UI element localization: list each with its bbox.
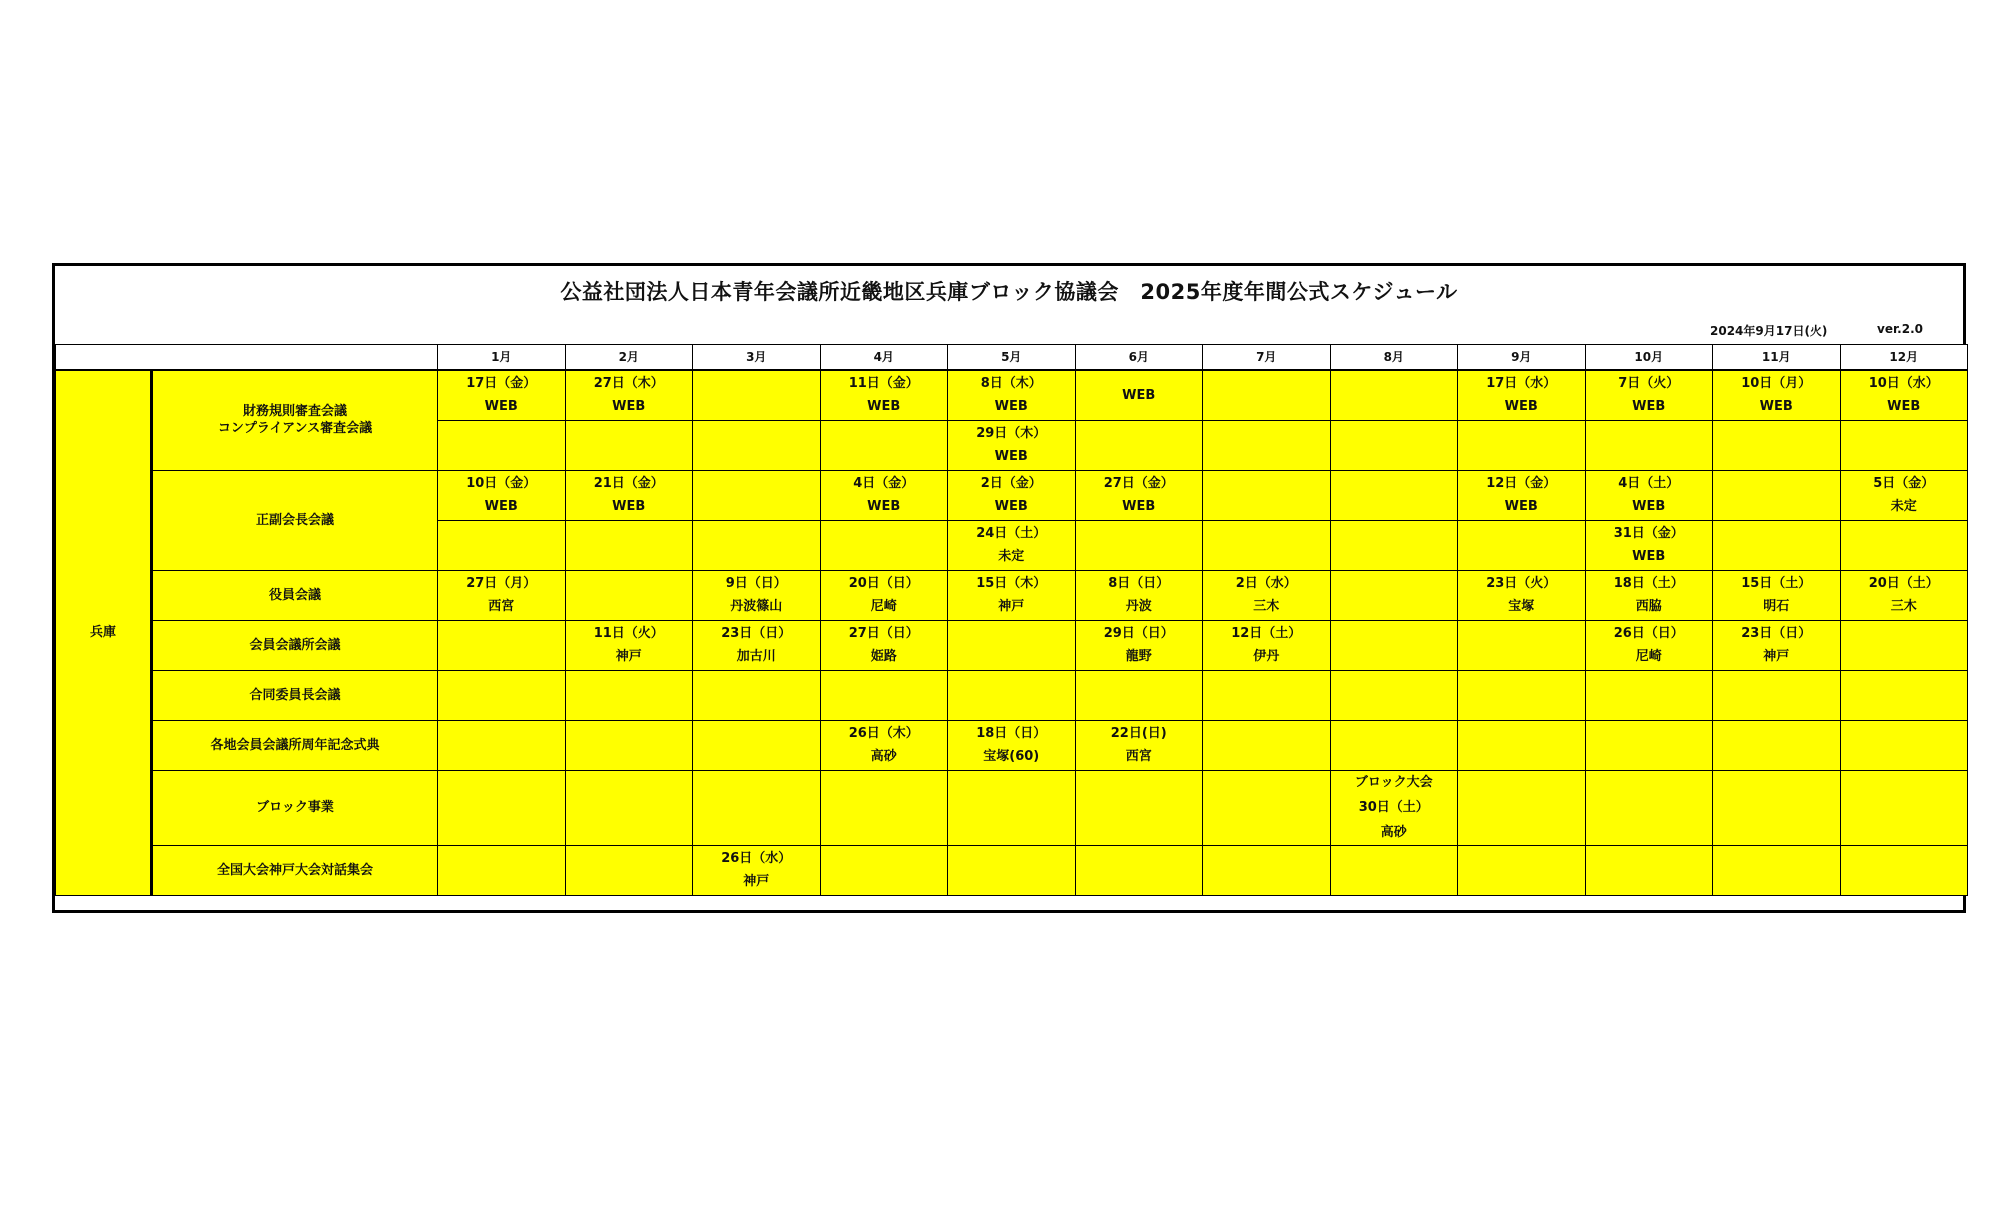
schedule-cell-1月 (438, 770, 566, 845)
cell-text: WEB (1122, 499, 1156, 514)
cell-text: 18日（日） (976, 726, 1047, 741)
schedule-cell-9月 (1458, 420, 1586, 470)
cell-text: 24日（土） (976, 526, 1047, 541)
schedule-cell-4月 (820, 370, 948, 420)
row-label-text: コンプライアンス審査会議 (217, 421, 373, 437)
cell-text: 丹波篠山 (730, 599, 783, 614)
schedule-cell-3月 (693, 570, 821, 620)
cell-text: 4日（土） (1618, 476, 1680, 491)
cell-text: WEB (484, 499, 518, 514)
row-label-text: 全国大会神戸大会対話集会 (216, 862, 373, 878)
row-label (152, 770, 438, 845)
cell-text: 高砂 (1380, 825, 1407, 840)
cell-text: 西宮 (1125, 749, 1152, 764)
cell-text: WEB (1504, 399, 1538, 415)
cell-text: 29日（木） (976, 426, 1047, 441)
cell-text: 神戸 (615, 649, 642, 664)
month-header-4: 4月 (820, 345, 948, 371)
cell-text: 21日（金） (593, 476, 664, 491)
row-label-text: 各地会員会議所周年記念式典 (210, 737, 380, 753)
schedule-cell-7月 (1203, 670, 1331, 720)
table-row (56, 370, 1968, 420)
schedule-cell-1月 (438, 570, 566, 620)
cell-text: 26日（木） (848, 726, 919, 741)
schedule-cell-2月 (565, 670, 693, 720)
cell-text: 尼崎 (1635, 649, 1662, 664)
schedule-cell-3月 (693, 670, 821, 720)
row-label-text: 財務規則審査会議 (242, 404, 347, 420)
schedule-cell-11月 (1713, 845, 1841, 895)
cell-text: WEB (484, 399, 518, 415)
cell-text: WEB (867, 499, 901, 514)
row-label-text: 正副会長会議 (255, 512, 334, 528)
schedule-cell-1月 (438, 470, 566, 520)
schedule-cell-10月 (1585, 720, 1713, 770)
cell-text: WEB (612, 499, 646, 514)
schedule-cell-6月 (1075, 420, 1203, 470)
region-label: 兵庫 (56, 370, 152, 895)
schedule-cell-12月 (1840, 770, 1968, 845)
schedule-cell-12月 (1840, 845, 1968, 895)
schedule-cell-4月 (820, 470, 948, 520)
row-label-text: ブロック事業 (256, 800, 334, 815)
cell-text: 17日（金） (466, 376, 537, 392)
schedule-cell-4月 (820, 420, 948, 470)
schedule-cell-11月 (1713, 470, 1841, 520)
cell-text: 伊丹 (1253, 649, 1280, 664)
cell-text: 2日（金） (980, 476, 1042, 491)
cell-text: 高砂 (870, 749, 897, 764)
cell-text: 8日（日） (1108, 576, 1170, 591)
cell-text: WEB (1887, 399, 1921, 415)
schedule-cell-6月 (1075, 770, 1203, 845)
month-header-6: 6月 (1075, 345, 1203, 371)
cell-text: 尼崎 (870, 599, 897, 614)
month-header-row (56, 345, 1968, 371)
table-row (56, 670, 1968, 720)
schedule-cell-7月 (1203, 570, 1331, 620)
schedule-cell-3月 (693, 770, 821, 845)
cell-text: 12日（土） (1231, 626, 1302, 641)
version-label: ver.2.0 (1877, 322, 1923, 336)
schedule-cell-3月 (693, 370, 821, 420)
cell-text: 5日（金） (1873, 476, 1935, 491)
cell-text: 23日（日） (1741, 626, 1812, 641)
row-label-text: 役員会議 (268, 587, 321, 603)
schedule-cell-9月 (1458, 520, 1586, 570)
schedule-cell-9月 (1458, 670, 1586, 720)
schedule-cell-6月 (1075, 720, 1203, 770)
cell-text: 宝塚(60) (983, 749, 1040, 764)
cell-text: 30日（土） (1358, 800, 1429, 815)
schedule-cell-2月 (565, 420, 693, 470)
schedule-cell-2月 (565, 770, 693, 845)
schedule-cell-9月 (1458, 620, 1586, 670)
cell-text: 姫路 (870, 649, 897, 664)
schedule-cell-4月 (820, 620, 948, 670)
schedule-cell-9月 (1458, 770, 1586, 845)
schedule-cell-9月 (1458, 370, 1586, 420)
schedule-cell-8月 (1330, 420, 1458, 470)
cell-text: WEB (1122, 387, 1156, 403)
row-label-text: 会員会議所会議 (249, 637, 341, 653)
cell-text: 12日（金） (1486, 476, 1557, 491)
schedule-cell-10月 (1585, 770, 1713, 845)
schedule-cell-5月 (948, 670, 1076, 720)
cell-text: 29日（日） (1103, 626, 1174, 641)
cell-text: 11日（金） (848, 376, 919, 392)
schedule-cell-6月 (1075, 620, 1203, 670)
schedule-sheet (52, 263, 1966, 913)
schedule-cell-7月 (1203, 770, 1331, 845)
month-header-5: 5月 (948, 345, 1076, 371)
schedule-cell-8月 (1330, 370, 1458, 420)
schedule-cell-6月 (1075, 570, 1203, 620)
cell-text: WEB (1759, 399, 1793, 415)
cell-text: 10日（金） (466, 476, 537, 491)
schedule-cell-3月 (693, 470, 821, 520)
schedule-cell-4月 (820, 570, 948, 620)
cell-text: 三木 (1890, 599, 1917, 614)
schedule-cell-5月 (948, 420, 1076, 470)
month-header-8: 8月 (1330, 345, 1458, 371)
cell-text: 10日（月） (1741, 376, 1812, 392)
schedule-cell-11月 (1713, 570, 1841, 620)
schedule-cell-6月 (1075, 845, 1203, 895)
month-header-12: 12月 (1840, 345, 1968, 371)
month-header-2: 2月 (565, 345, 693, 371)
schedule-cell-10月 (1585, 470, 1713, 520)
schedule-cell-4月 (820, 770, 948, 845)
cell-text: WEB (1632, 549, 1666, 564)
schedule-cell-5月 (948, 770, 1076, 845)
schedule-cell-7月 (1203, 470, 1331, 520)
schedule-cell-2月 (565, 520, 693, 570)
cell-text: WEB (994, 499, 1028, 514)
cell-text: 宝塚 (1508, 599, 1535, 614)
schedule-cell-5月 (948, 720, 1076, 770)
schedule-cell-8月 (1330, 720, 1458, 770)
schedule-cell-8月 (1330, 770, 1458, 845)
schedule-cell-11月 (1713, 770, 1841, 845)
header-blank (56, 345, 438, 371)
schedule-cell-8月 (1330, 670, 1458, 720)
cell-text: 西宮 (488, 599, 515, 614)
table-row (56, 570, 1968, 620)
cell-text: WEB (1632, 499, 1666, 514)
schedule-cell-10月 (1585, 845, 1713, 895)
schedule-cell-3月 (693, 520, 821, 570)
schedule-cell-10月 (1585, 370, 1713, 420)
schedule-cell-12月 (1840, 570, 1968, 620)
schedule-cell-8月 (1330, 470, 1458, 520)
cell-text: 23日（火） (1486, 576, 1557, 591)
row-label (152, 670, 438, 720)
row-label (152, 620, 438, 670)
schedule-cell-7月 (1203, 620, 1331, 670)
schedule-cell-7月 (1203, 370, 1331, 420)
cell-text: 9日（日） (725, 576, 787, 591)
schedule-cell-1月 (438, 620, 566, 670)
schedule-cell-9月 (1458, 720, 1586, 770)
schedule-cell-10月 (1585, 620, 1713, 670)
month-header-1: 1月 (438, 345, 566, 371)
schedule-cell-3月 (693, 620, 821, 670)
schedule-cell-8月 (1330, 570, 1458, 620)
schedule-cell-3月 (693, 420, 821, 470)
schedule-cell-2月 (565, 470, 693, 520)
cell-text: 27日（月） (466, 576, 537, 591)
schedule-cell-2月 (565, 720, 693, 770)
cell-text: 10日（水） (1868, 376, 1939, 392)
schedule-cell-1月 (438, 845, 566, 895)
schedule-cell-6月 (1075, 670, 1203, 720)
schedule-cell-1月 (438, 420, 566, 470)
month-header-7: 7月 (1203, 345, 1331, 371)
schedule-cell-5月 (948, 570, 1076, 620)
schedule-cell-11月 (1713, 520, 1841, 570)
cell-text: 龍野 (1125, 649, 1152, 664)
cell-text: WEB (867, 399, 901, 415)
schedule-cell-10月 (1585, 420, 1713, 470)
schedule-cell-11月 (1713, 720, 1841, 770)
cell-text: WEB (994, 399, 1028, 415)
schedule-cell-5月 (948, 470, 1076, 520)
cell-text: 7日（火） (1618, 376, 1680, 392)
revision-date: 2024年9月17日(火) (1710, 324, 1828, 338)
cell-text: 26日（日） (1613, 626, 1684, 641)
schedule-cell-8月 (1330, 845, 1458, 895)
month-header-3: 3月 (693, 345, 821, 371)
schedule-cell-11月 (1713, 420, 1841, 470)
cell-text: 20日（日） (848, 576, 919, 591)
table-row (56, 620, 1968, 670)
schedule-cell-1月 (438, 720, 566, 770)
table-row (56, 470, 1968, 520)
schedule-cell-12月 (1840, 470, 1968, 520)
row-label (152, 570, 438, 620)
schedule-cell-4月 (820, 520, 948, 570)
schedule-cell-7月 (1203, 420, 1331, 470)
row-label (152, 370, 438, 470)
cell-text: 神戸 (743, 874, 770, 889)
cell-text: 西脇 (1635, 599, 1662, 614)
month-header-11: 11月 (1713, 345, 1841, 371)
page-title: 公益社団法人日本青年会議所近畿地区兵庫ブロック協議会 2025年度年間公式スケジュール (560, 280, 1458, 304)
cell-text: 神戸 (998, 599, 1025, 614)
schedule-cell-3月 (693, 845, 821, 895)
schedule-cell-2月 (565, 370, 693, 420)
table-row (56, 845, 1968, 895)
schedule-cell-10月 (1585, 670, 1713, 720)
schedule-cell-10月 (1585, 520, 1713, 570)
row-label (152, 470, 438, 570)
cell-text: 15日（土） (1741, 576, 1812, 591)
schedule-cell-5月 (948, 845, 1076, 895)
cell-text: WEB (994, 449, 1028, 464)
schedule-cell-1月 (438, 670, 566, 720)
cell-text: WEB (1632, 399, 1666, 415)
schedule-cell-12月 (1840, 720, 1968, 770)
cell-text: 明石 (1763, 599, 1790, 614)
row-label (152, 845, 438, 895)
schedule-cell-5月 (948, 370, 1076, 420)
schedule-cell-11月 (1713, 370, 1841, 420)
cell-text: 18日（土） (1613, 576, 1684, 591)
schedule-cell-7月 (1203, 720, 1331, 770)
schedule-cell-3月 (693, 720, 821, 770)
schedule-cell-12月 (1840, 670, 1968, 720)
cell-text: 三木 (1253, 599, 1280, 614)
schedule-cell-2月 (565, 570, 693, 620)
schedule-table (55, 344, 1968, 896)
schedule-cell-11月 (1713, 670, 1841, 720)
cell-text: 未定 (1890, 499, 1917, 514)
cell-text: 15日（木） (976, 576, 1047, 591)
month-header-10: 10月 (1585, 345, 1713, 371)
cell-text: 未定 (998, 549, 1025, 564)
schedule-cell-6月 (1075, 520, 1203, 570)
row-label (152, 720, 438, 770)
cell-text: 27日（金） (1103, 476, 1174, 491)
month-header-9: 9月 (1458, 345, 1586, 371)
cell-text: 26日（水） (721, 851, 792, 866)
cell-text: WEB (1504, 499, 1538, 514)
cell-text: 4日（金） (853, 476, 915, 491)
cell-text: WEB (612, 399, 646, 415)
schedule-cell-6月 (1075, 470, 1203, 520)
schedule-cell-4月 (820, 720, 948, 770)
table-row (56, 770, 1968, 845)
schedule-cell-12月 (1840, 420, 1968, 470)
schedule-cell-10月 (1585, 570, 1713, 620)
table-row (56, 720, 1968, 770)
cell-text: 27日（日） (848, 626, 919, 641)
schedule-cell-4月 (820, 670, 948, 720)
schedule-cell-8月 (1330, 620, 1458, 670)
cell-text: 20日（土） (1868, 576, 1939, 591)
schedule-cell-1月 (438, 520, 566, 570)
schedule-cell-1月 (438, 370, 566, 420)
schedule-cell-8月 (1330, 520, 1458, 570)
schedule-cell-12月 (1840, 620, 1968, 670)
schedule-cell-7月 (1203, 520, 1331, 570)
schedule-cell-5月 (948, 620, 1076, 670)
schedule-cell-2月 (565, 845, 693, 895)
schedule-cell-11月 (1713, 620, 1841, 670)
schedule-cell-9月 (1458, 845, 1586, 895)
schedule-cell-9月 (1458, 470, 1586, 520)
schedule-cell-7月 (1203, 845, 1331, 895)
schedule-cell-4月 (820, 845, 948, 895)
cell-text: ブロック大会 (1354, 775, 1433, 790)
schedule-cell-2月 (565, 620, 693, 670)
schedule-cell-9月 (1458, 570, 1586, 620)
cell-text: 27日（木） (593, 376, 664, 392)
row-label-text: 合同委員長会議 (249, 687, 341, 703)
schedule-cell-12月 (1840, 520, 1968, 570)
cell-text: 11日（火） (593, 626, 664, 641)
cell-text: 加古川 (736, 649, 776, 664)
cell-text: 22日(日) (1110, 726, 1167, 741)
schedule-cell-12月 (1840, 370, 1968, 420)
cell-text: 神戸 (1763, 649, 1790, 664)
schedule-cell-5月 (948, 520, 1076, 570)
schedule-cell-6月 (1075, 370, 1203, 420)
cell-text: 丹波 (1125, 599, 1152, 614)
cell-text: 31日（金） (1613, 526, 1684, 541)
cell-text: 8日（木） (980, 376, 1042, 392)
cell-text: 23日（日） (721, 626, 792, 641)
cell-text: 2日（水） (1235, 576, 1297, 591)
cell-text: 17日（水） (1486, 376, 1557, 392)
